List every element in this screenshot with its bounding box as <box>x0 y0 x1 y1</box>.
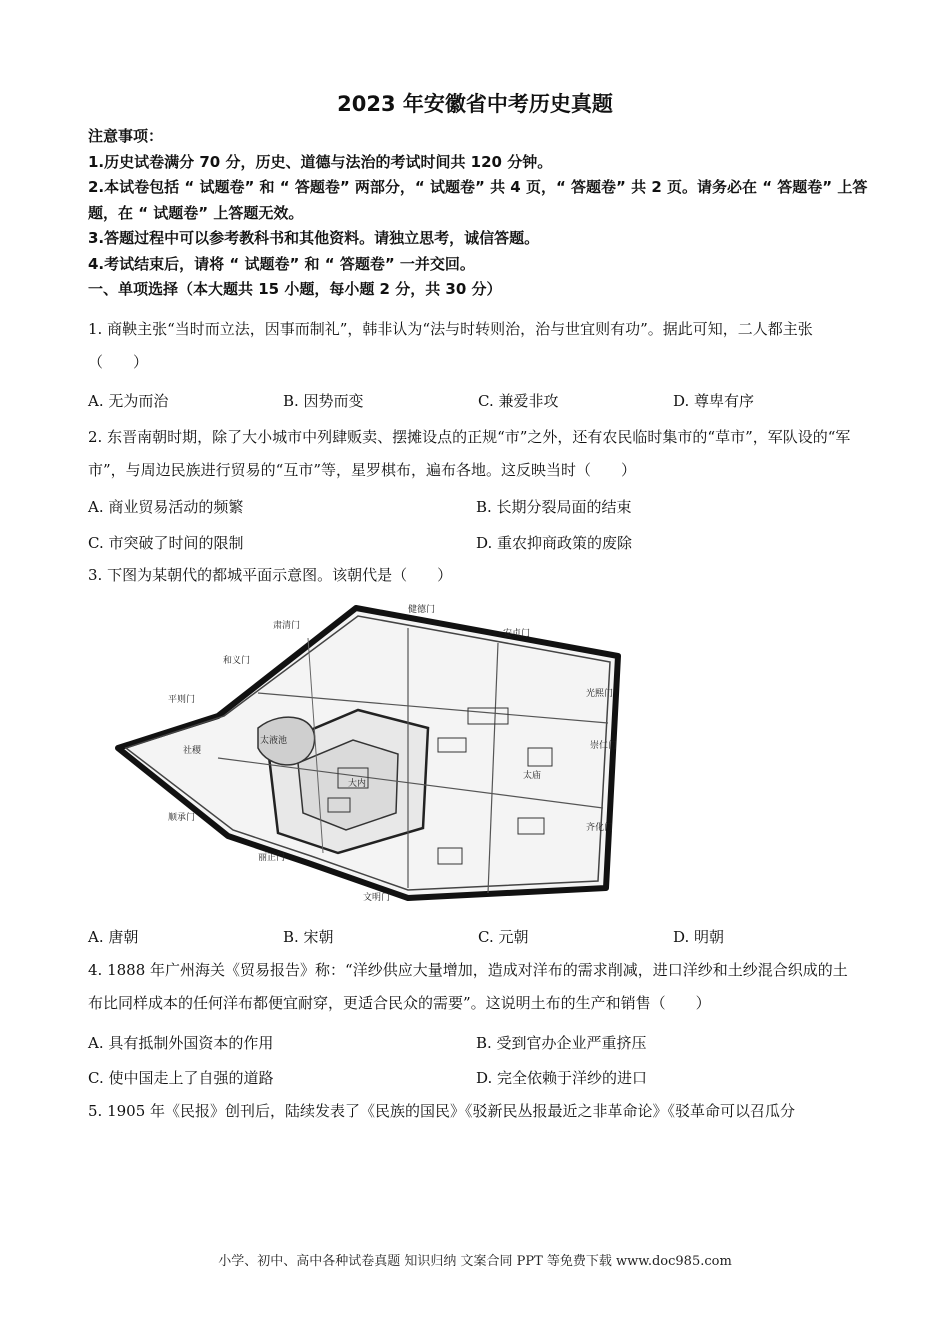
question-3-options <box>88 926 868 947</box>
map-label: 太液池 <box>260 736 288 746</box>
map-label: 太庙 <box>523 771 542 781</box>
map-label: 健德门 <box>408 605 436 615</box>
question-2-stem: 2. 东晋南朝时期，除了大小城市中列肆贩卖、摆摊设点的正规“市”之外，还有农民临时集市的“草市”，军队设的“军市”，与周边民族进行贸易的“互市”等，星罗棋布，遍布各地。这反映当时（ ） <box>88 428 851 479</box>
map-label: 安贞门 <box>503 629 531 639</box>
question-3-stem: 3. 下图为某朝代的都城平面示意图。该朝代是（ ） <box>88 566 453 584</box>
question-2-options-row1 <box>88 496 868 517</box>
map-label: 齐化门 <box>586 823 614 833</box>
option-b: B. 长期分裂局面的结束 <box>476 498 632 516</box>
option-d: D. 重农抑商政策的废除 <box>476 534 633 552</box>
map-label: 大内 <box>348 779 367 789</box>
map-label: 和义门 <box>223 656 251 666</box>
option-c: C. 元朝 <box>478 928 529 946</box>
option-a: A. 唐朝 <box>88 928 139 946</box>
capital-city-plan-map <box>108 598 628 916</box>
map-label: 文明门 <box>363 893 391 903</box>
question-1-stem: 1. 商鞅主张“当时而立法，因事而制礼”，韩非认为“法与时转则治，治与世宜则有功”。据此可知，二人都主张（ ） <box>88 320 813 371</box>
option-d: D. 完全依赖于洋纱的进口 <box>476 1069 648 1087</box>
map-label: 肃清门 <box>273 621 301 631</box>
option-a: A. 商业贸易活动的频繁 <box>88 498 244 516</box>
question-1-options <box>88 390 868 411</box>
map-label: 丽正门 <box>258 853 286 863</box>
map-label: 顺承门 <box>168 813 196 823</box>
option-b: B. 因势而变 <box>283 392 364 410</box>
page-title: 2023 年安徽省中考历史真题 <box>337 92 613 116</box>
map-label: 社稷 <box>183 746 202 756</box>
question-2-options-row2 <box>88 532 868 553</box>
option-a: A. 无为而治 <box>88 392 169 410</box>
option-c: C. 市突破了时间的限制 <box>88 534 244 552</box>
option-c: C. 使中国走上了自强的道路 <box>88 1069 274 1087</box>
map-label: 崇仁门 <box>590 741 618 751</box>
option-b: B. 宋朝 <box>283 928 334 946</box>
instruction-item: 3.答题过程中可以参考教科书和其他资料。请独立思考，诚信答题。 <box>88 229 540 247</box>
map-label: 平则门 <box>168 695 196 705</box>
option-d: D. 尊卑有序 <box>673 392 755 410</box>
instruction-item: 1.历史试卷满分 70 分，历史、道德与法治的考试时间共 120 分钟。 <box>88 152 553 171</box>
instruction-item: 2.本试卷包括 “ 试题卷” 和 “ 答题卷” 两部分，“ 试题卷” 共 4 页，“ 答题卷” 共 2 页。请务必在 “ 答题卷” 上答题，在 “ 试题卷” 上答题无效。 <box>88 178 868 222</box>
instruction-item: 4.考试结束后，请将 “ 试题卷” 和 “ 答题卷” 一并交回。 <box>88 254 475 273</box>
question-4-options-row2 <box>88 1067 868 1088</box>
option-a: A. 具有抵制外国资本的作用 <box>88 1034 274 1052</box>
option-d: D. 明朝 <box>673 928 725 946</box>
question-5-stem: 5. 1905 年《民报》创刊后，陆续发表了《民族的国民》《驳新民丛报最近之非革命论》《驳革命可以召瓜分 <box>88 1102 796 1120</box>
map-label: 光熙门 <box>586 689 614 699</box>
option-c: C. 兼爱非攻 <box>478 392 559 410</box>
instructions-heading: 注意事项： <box>88 127 164 145</box>
question-4-options-row1 <box>88 1032 868 1053</box>
section-heading: 一、单项选择（本大题共 15 小题，每小题 2 分，共 30 分） <box>88 280 502 298</box>
page-footer: 小学、初中、高中各种试卷真题 知识归纳 文案合同 PPT 等免费下载 www.doc985.com <box>218 1254 732 1269</box>
instructions-block <box>88 124 868 303</box>
question-4-stem: 4. 1888 年广州海关《贸易报告》称：“洋纱供应大量增加，造成对洋布的需求削减，进口洋纱和土纱混合织成的土布比同样成本的任何洋布都便宜耐穿，更适合民众的需要”。这说明土布的生产和销售（ ） <box>88 961 848 1012</box>
option-b: B. 受到官办企业严重挤压 <box>476 1034 647 1052</box>
